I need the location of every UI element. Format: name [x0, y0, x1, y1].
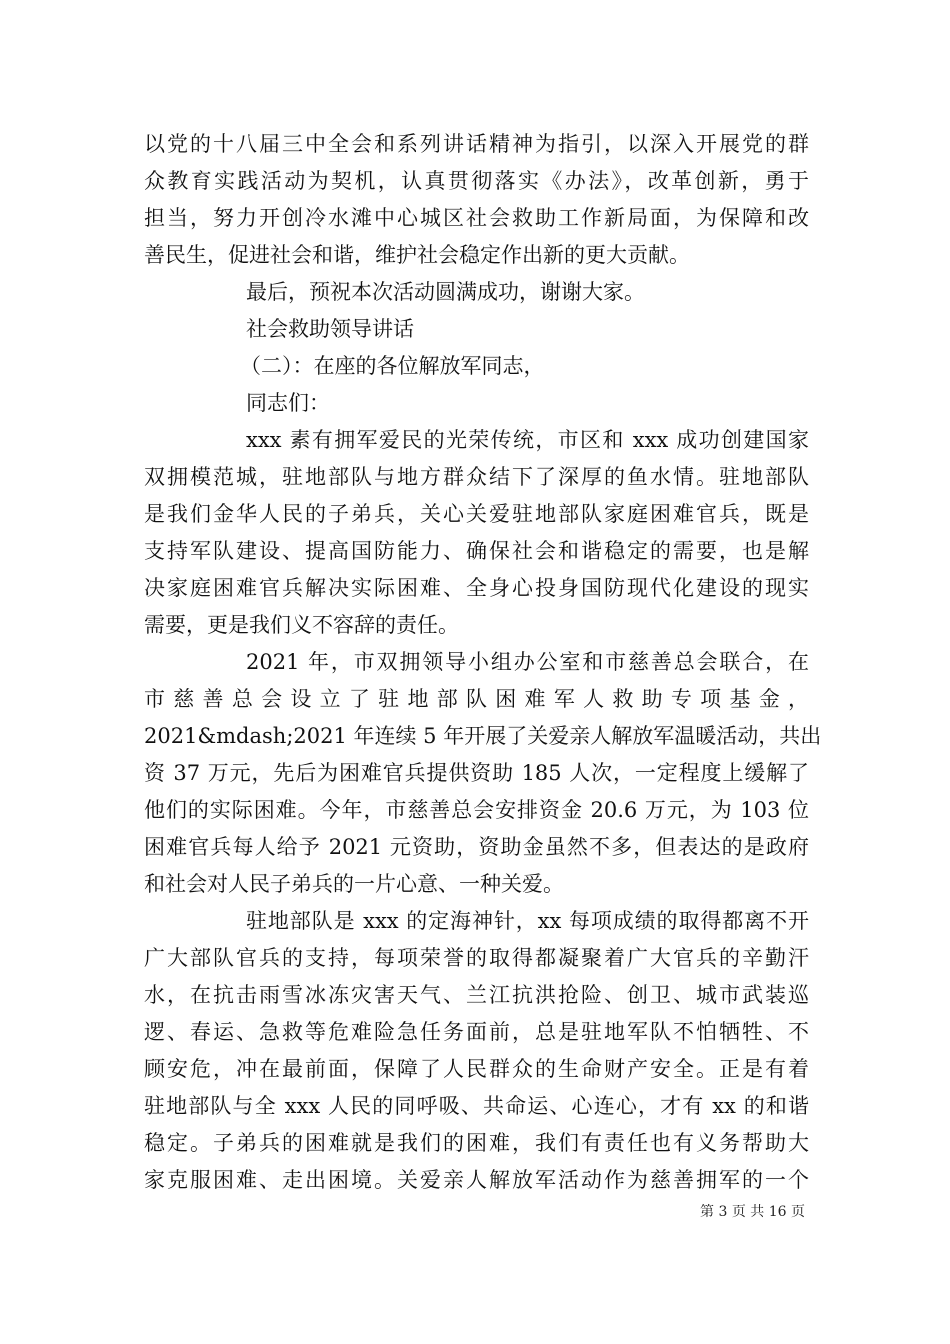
text-line: 众教育实践活动为契机，认真贯彻落实《办法》，改革创新，勇于 [144, 169, 809, 193]
text-line: 以党的十八届三中全会和系列讲话精神为指引，以深入开展党的群 [144, 132, 809, 156]
text-line: 最后，预祝本次活动圆满成功，谢谢大家。 [246, 280, 645, 304]
text-line: 支持军队建设、提高国防能力、确保社会和谐稳定的需要，也是解 [144, 539, 809, 563]
text-line: 家克服困难、走出困境。关爱亲人解放军活动作为慈善拥军的一个 [144, 1168, 809, 1192]
text-line: 逻、春运、急救等危难险急任务面前，总是驻地军队不怕牺牲、不 [144, 1020, 809, 1044]
text-line: 是我们金华人民的子弟兵，关心关爱驻地部队家庭困难官兵，既是 [144, 502, 809, 526]
text-line: 和社会对人民子弟兵的一片心意、一种关爱。 [144, 872, 564, 896]
text-line: 决家庭困难官兵解决实际困难、全身心投身国防现代化建设的现实 [144, 576, 809, 600]
text-line: 2021 年，市双拥领导小组办公室和市慈善总会联合，在 [246, 650, 809, 674]
text-line: xxx 素有拥军爱民的光荣传统，市区和 xxx 成功创建国家 [246, 428, 809, 452]
text-line: 担当，努力开创冷水滩中心城区社会救助工作新局面，为保障和改 [144, 206, 809, 230]
text-line: 顾安危，冲在最前面，保障了人民群众的生命财产安全。正是有着 [144, 1057, 809, 1081]
text-line: （二）：在座的各位解放军同志， [240, 354, 545, 378]
text-line: 需要，更是我们义不容辞的责任。 [144, 613, 459, 637]
text-line: 水，在抗击雨雪冰冻灾害天气、兰江抗洪抢险、创卫、城市武装巡 [144, 983, 809, 1007]
text-line: 资 37 万元，先后为困难官兵提供资助 185 人次，一定程度上缓解了 [144, 761, 809, 785]
text-line: 驻地部队与全 xxx 人民的同呼吸、共命运、心连心，才有 xx 的和谐 [144, 1094, 809, 1118]
text-line: 双拥模范城，驻地部队与地方群众结下了深厚的鱼水情。驻地部队 [144, 465, 809, 489]
text-line: 稳定。子弟兵的困难就是我们的困难，我们有责任也有义务帮助大 [144, 1131, 809, 1155]
section-title: 社会救助领导讲话 [246, 317, 414, 341]
text-line: 市慈善总会设立了驻地部队困难军人救助专项基金， [144, 687, 809, 711]
page-number: 第 3 页 共 16 页 [700, 1204, 805, 1220]
text-line: 他们的实际困难。今年，市慈善总会安排资金 20.6 万元，为 103 位 [144, 798, 809, 822]
text-line: 困难官兵每人给予 2021 元资助，资助金虽然不多，但表达的是政府 [144, 835, 809, 859]
text-line: 同志们： [246, 391, 330, 415]
text-line: 广大部队官兵的支持，每项荣誉的取得都凝聚着广大官兵的辛勤汗 [144, 946, 809, 970]
text-line: 2021&mdash;2021 年连续 5 年开展了关爱亲人解放军温暖活动，共出 [144, 724, 822, 748]
text-line: 善民生，促进社会和谐，维护社会稳定作出新的更大贡献。 [144, 243, 690, 267]
text-line: 驻地部队是 xxx 的定海神针，xx 每项成绩的取得都离不开 [246, 909, 809, 933]
